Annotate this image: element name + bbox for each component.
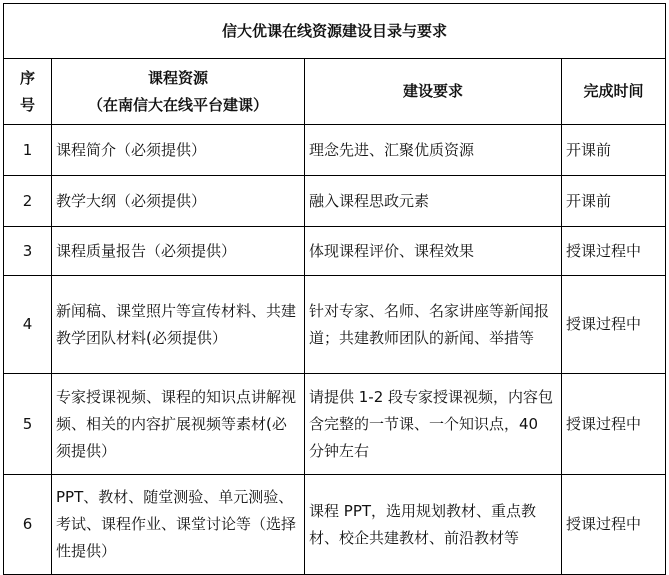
table-row — [4, 125, 666, 176]
header-number-line1: 序 — [19, 68, 35, 87]
row-number: 4 — [4, 276, 52, 374]
table-header-row — [4, 59, 666, 125]
header-resource-line1: 课程资源 — [147, 68, 208, 87]
row-resource: 教学大纲（必须提供） — [52, 176, 305, 227]
row-requirement: 理念先进、汇聚优质资源 — [305, 125, 562, 176]
table-row — [4, 475, 666, 575]
row-time: 授课过程中 — [562, 475, 666, 575]
row-number: 5 — [4, 374, 52, 475]
table-row — [4, 176, 666, 227]
row-requirement: 融入课程思政元素 — [305, 176, 562, 227]
row-resource: 专家授课视频、课程的知识点讲解视频、相关的内容扩展视频等素材(必须提供） — [52, 374, 305, 475]
row-number: 2 — [4, 176, 52, 227]
row-time: 授课过程中 — [562, 374, 666, 475]
table-title: 信大优课在线资源建设目录与要求 — [4, 4, 666, 59]
row-time: 开课前 — [562, 176, 666, 227]
row-resource: 课程质量报告（必须提供） — [52, 227, 305, 276]
row-requirement: 课程 PPT，选用规划教材、重点教材、校企共建教材、前沿教材等 — [305, 475, 562, 575]
row-resource: 新闻稿、课堂照片等宣传材料、共建教学团队材料(必须提供） — [52, 276, 305, 374]
row-resource: PPT、教材、随堂测验、单元测验、考试、课程作业、课堂讨论等（选择性提供） — [52, 475, 305, 575]
row-requirement: 体现课程评价、课程效果 — [305, 227, 562, 276]
row-number: 1 — [4, 125, 52, 176]
header-number-line2: 号 — [19, 95, 35, 114]
row-number: 3 — [4, 227, 52, 276]
header-requirement: 建设要求 — [305, 59, 562, 125]
table-title-row — [4, 4, 666, 59]
header-resource — [52, 59, 305, 125]
table-row — [4, 276, 666, 374]
table-row — [4, 374, 666, 475]
header-number — [4, 59, 52, 125]
table-row — [4, 227, 666, 276]
row-number: 6 — [4, 475, 52, 575]
row-requirement: 请提供 1-2 段专家授课视频，内容包含完整的一节课、一个知识点，40 分钟左右 — [305, 374, 562, 475]
row-time: 授课过程中 — [562, 227, 666, 276]
row-time: 开课前 — [562, 125, 666, 176]
resource-requirements-table — [3, 3, 666, 575]
row-resource: 课程简介（必须提供） — [52, 125, 305, 176]
row-requirement: 针对专家、名师、名家讲座等新闻报道；共建教师团队的新闻、举措等 — [305, 276, 562, 374]
header-time: 完成时间 — [562, 59, 666, 125]
row-time: 授课过程中 — [562, 276, 666, 374]
header-resource-line2: （在南信大在线平台建课） — [87, 95, 268, 114]
